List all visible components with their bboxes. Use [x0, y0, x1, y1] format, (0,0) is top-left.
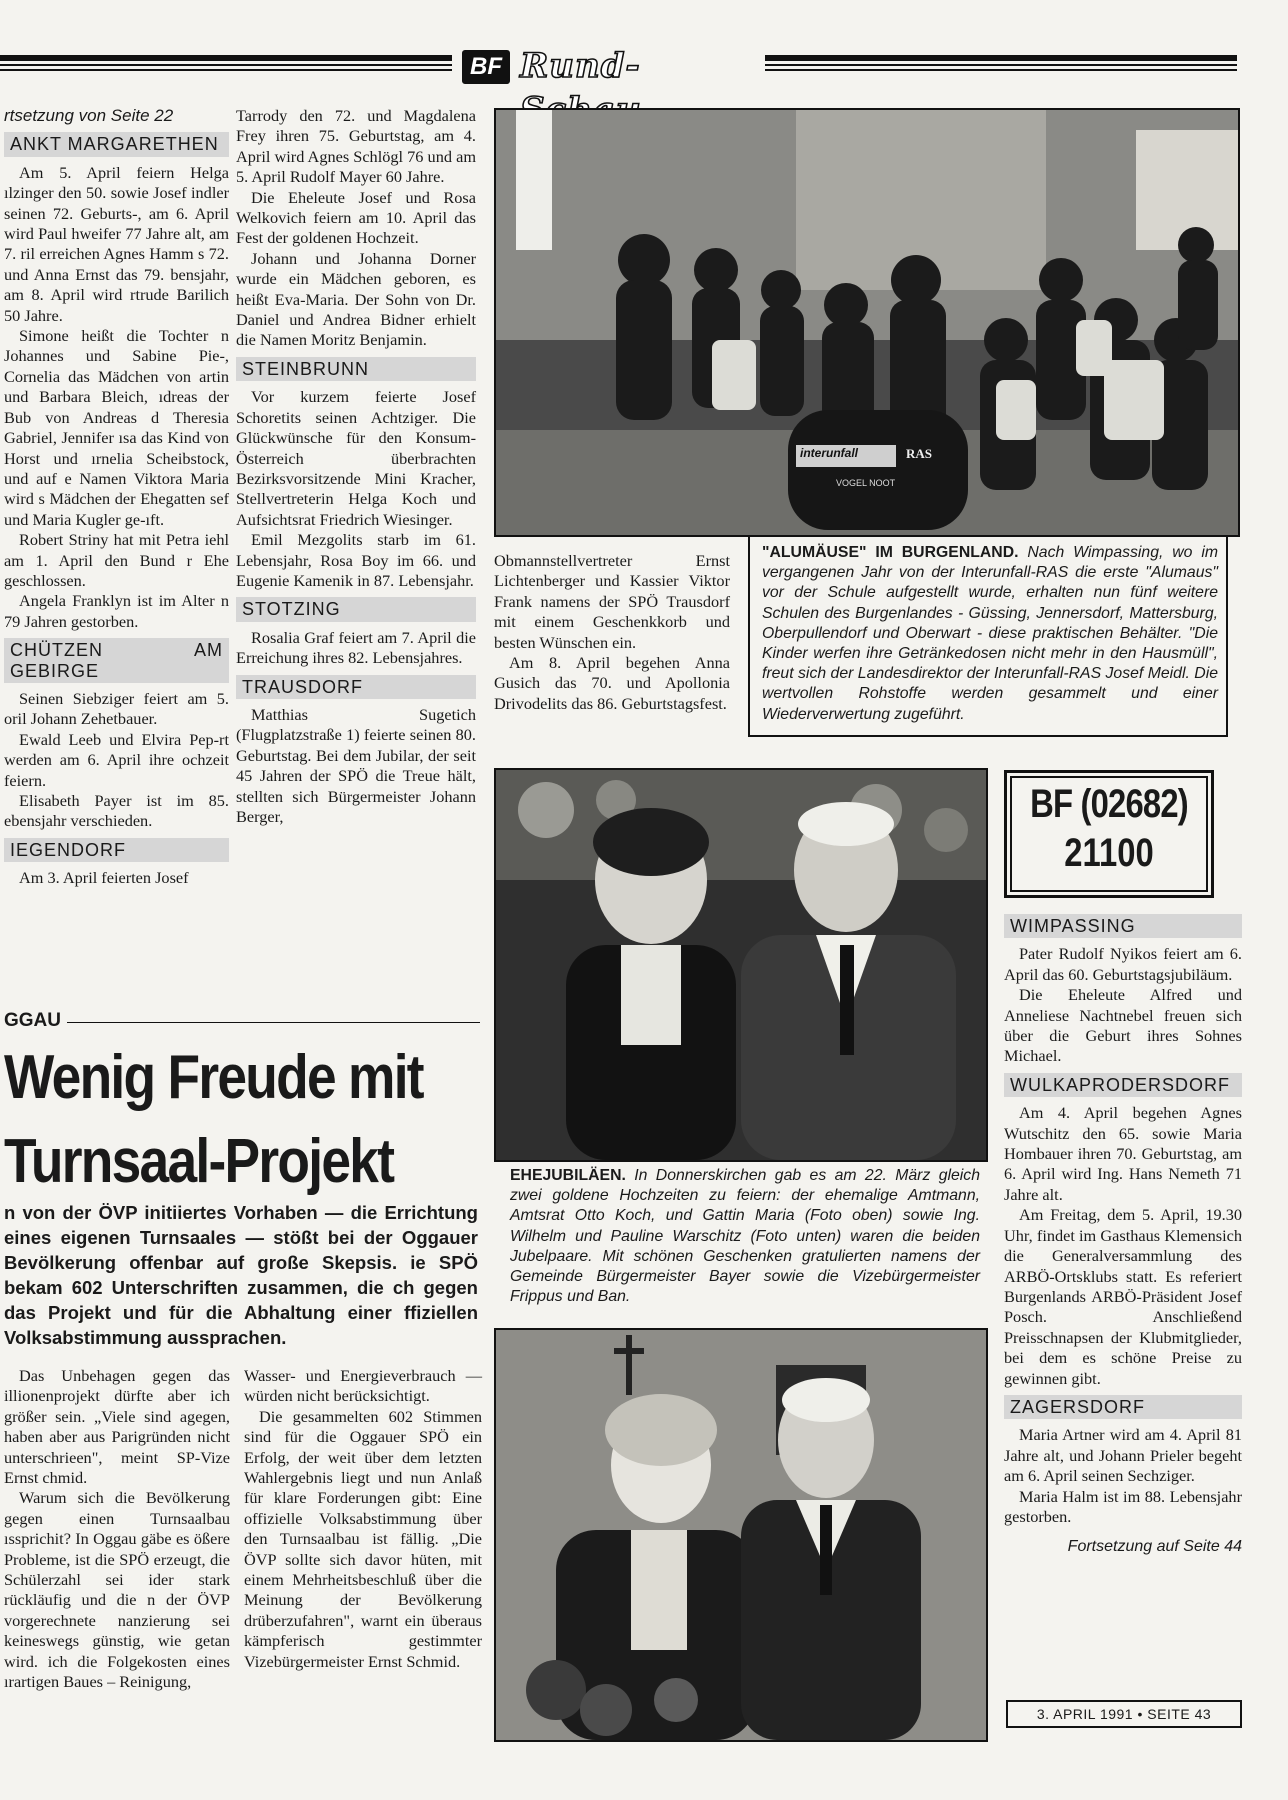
- paragraph: Pater Rudolf Nyikos feiert am 6. April das 60. Geburtstagsjubiläum.: [1004, 944, 1242, 984]
- headline-line-2: Turnsaal-Projekt: [4, 1127, 394, 1196]
- bin-sub-label: VOGEL NOOT: [836, 478, 896, 488]
- photo-couple-2-illustration: [496, 1330, 986, 1740]
- caption-body: In Donnerskirchen gab es am 22. März gleich zwei goldene Hochzeiten zu feiern: der ehemalige Amtmann, Amtsrat Otto Koch, und Gattin Maria (Foto oben) sowie Ing. Wilhelm und Pauline Warschitz (Foto unten) waren die beiden Jubelpaare. Mit schönen Geschenken gratulierten namens der Gemeinde Bürgermeister Bayer sowie die Vizebürgermeister Frippus und Ban.: [510, 1167, 980, 1306]
- column-1: [4, 106, 229, 889]
- photo-couple-warschitz: [494, 1328, 988, 1742]
- section-zagersdorf: ZAGERSDORF: [1004, 1395, 1242, 1419]
- paragraph: Robert Striny hat mit Petra iehl am 1. April den Bund r Ehe geschlossen.: [4, 530, 229, 590]
- paragraph: Tarrody den 72. und Magdalena Frey ihren 75. Geburtstag, am 4. April wird Agnes Schlögl 76 und am 5. April Rudolf Mayer 60 Jahre.: [236, 106, 476, 187]
- phone-number-box: [1004, 770, 1214, 898]
- article-column-b: [244, 1366, 482, 1672]
- paragraph: Elisabeth Payer ist im 85. ebensjahr verschieden.: [4, 791, 229, 831]
- bin-label: interunfall: [800, 446, 859, 460]
- article-kicker: GGAU: [4, 1010, 67, 1031]
- paragraph: Die Eheleute Josef und Rosa Welkovich feiern am 10. April das Fest der goldenen Hochzeit.: [236, 187, 476, 248]
- header-rule-right: [765, 55, 1237, 71]
- article-column-a: [4, 1366, 230, 1693]
- article-kicker-row: [4, 1010, 480, 1034]
- section-wimpassing: WIMPASSING: [1004, 914, 1242, 938]
- paragraph: Johann und Johanna Dorner wurde ein Mädchen geboren, es heißt Eva-Maria. Der Sohn von Dr. Daniel und Andrea Bidner erhielt die Namen Moritz Benjamin.: [236, 248, 476, 350]
- header-section-title: Rund-: [520, 46, 641, 86]
- paragraph: Am 5. April feiern Helga ılzinger den 50. sowie Josef indler seinen 72. Geburts-, am 6. April wird Paul hweifer 77 Jahre alt, am 7. ril erreichen Agnes Hamm s 72. und Anna Ernst das 79. bensjahr, am 8. April wird rtrude Barilich 50 Jahre.: [4, 162, 229, 325]
- photo-children-illustration: [496, 110, 1238, 535]
- section-steinbrunn: STEINBRUNN: [236, 357, 476, 381]
- caption-alumaeuse: [748, 535, 1228, 737]
- paragraph: Seinen Siebziger feiert am 5. oril Johann Zehetbauer.: [4, 688, 229, 729]
- headline-line-1: Wenig Freude mit: [4, 1043, 423, 1112]
- column-3-text: [494, 551, 730, 714]
- phone-box-line-2: 21100: [1064, 831, 1154, 875]
- section-schuetzen: CHÜTZEN AM GEBIRGE: [4, 638, 229, 683]
- paragraph: Rosalia Graf feiert am 7. April die Erreichung ihres 82. Lebensjahres.: [236, 627, 476, 668]
- photo-couple-illustration: [496, 770, 986, 1160]
- paragraph: Obmannstellvertreter Ernst Lichtenberger und Kassier Viktor Frank namens der SPÖ Trausdorf mit einem Geschenkkorb und besten Wünschen ein.: [494, 551, 730, 652]
- photo-children-alumaus: [494, 108, 1240, 537]
- article-headline: [4, 1036, 425, 1204]
- bin-logo: RAS: [906, 446, 933, 461]
- column-4: [1004, 914, 1242, 1558]
- paragraph: Warum sich die Bevölkerung gegen einen Turnsaalbau ıssprichit? In Oggau gäbe es ößere Probleme, ist die SPÖ erzeugt, die Schülerzahl sei ider stark rückläufig und die n der ÖVP vorgerechnete nanzierung sei keineswegs günstig, wie getan wird. ich die Folgekosten eines ırartigen Baues – Reinigung,: [4, 1488, 230, 1692]
- continuation-note: rtsetzung von Seite 22: [4, 106, 174, 125]
- caption-ehejubilaeen: [510, 1166, 980, 1307]
- paragraph: Die Eheleute Alfred und Anneliese Nachtnebel freuen sich über die Geburt ihres Sohnes Michael.: [1004, 985, 1242, 1066]
- paragraph: Die gesammelten 602 Stimmen sind für die Oggauer SPÖ ein Erfolg, der weit über dem letzten Wahlergebnis liegt und nun Anlaß für klare Forderungen gibt: Eine offizielle Volksabstimmung über den Turnsaalbau ist fällig. „Die ÖVP sollte sich davor hüten, mit einem Mehrheitsbeschluß über die Meinung der Bevölkerung drüberzufahren", warnt ein überaus kämpferisch gestimmter Vizebürgermeister Ernst Schmid.: [244, 1406, 482, 1671]
- paragraph: Angela Franklyn ist im Alter n 79 Jahren gestorben.: [4, 591, 229, 631]
- paragraph: Wasser- und Energieverbrauch — würden nicht berücksichtigt.: [244, 1366, 482, 1406]
- caption-headline: "ALUMÄUSE" IM BURGENLAND.: [762, 544, 1019, 561]
- paragraph: Simone heißt die Tochter n Johannes und Sabine Pie-, Cornelia das Mädchen von artin und Barbara Bleich, ıdreas der Bub von Andreas d Theresia Gabriel, Jennifer ısa das Kind von Horst und ırnelia Scheibstock, und auf e Namen Viktora Maria wird s Mädchen der Ehegatten sef und Maria Kugler ge-ıft.: [4, 326, 229, 529]
- paragraph: Am Freitag, dem 5. April, 19.30 Uhr, findet im Gasthaus Klemensich die Generalversammlung des ARBÖ-Ortsklubs statt. Es referiert Burgenlands ARBÖ-Präsident Josef Posch. Anschließend Preisschnapsen der Klubmitglieder, bei dem es schöne Preise zu gewinnen gibt.: [1004, 1205, 1242, 1388]
- paragraph: Emil Mezgolits starb im 61. Lebensjahr, Rosa Boy im 66. und Eugenie Kamenik in 87. Lebensjahr.: [236, 530, 476, 590]
- column-2: [236, 106, 476, 827]
- paragraph: Das Unbehagen gegen das illionenprojekt dürfte aber ich größer sein. „Viele sind agegen, haben aber aus Parigründen nicht unterschrieen", meint SP-Vize Ernst chmid.: [4, 1366, 230, 1488]
- paragraph: Vor kurzem feierte Josef Schoretits seinen Achtziger. Die Glückwünsche für den Konsum-Österreich überbrachten Bezirksvorsitzende Mini Kracher, Stellvertreterin Helga Koch und Aufsichtsrat Friedrich Wiesinger.: [236, 387, 476, 529]
- header-logo: BF: [462, 50, 510, 84]
- paragraph: Maria Halm ist im 88. Lebensjahr gestorben.: [1004, 1486, 1242, 1526]
- article-lead: n von der ÖVP initiiertes Vorhaben — die Errichtung eines eigenen Turnsaales — stößt bei der Oggauer Bevölkerung offenbar auf große Skepsis. ie SPÖ bekam 602 Unterschriften zusammen, die ch gegen das Projekt und für die Abhaltung einer ffiziellen Volksabstimmung aussprachen.: [4, 1202, 478, 1348]
- paragraph: Am 4. April begehen Agnes Wutschitz den 65. sowie Maria Hombauer ihren 70. Geburtstag, am 6. April wird Ing. Hans Nemeth 71 Jahre alt.: [1004, 1103, 1242, 1204]
- phone-box-line-1: BF (02682): [1030, 782, 1188, 826]
- paragraph: Ewald Leeb und Elvira Pep-rt werden am 6. April ihre ochzeit feiern.: [4, 729, 229, 790]
- caption-body: Nach Wimpassing, wo im vergangenen Jahr von der Interunfall-RAS die erste "Alumaus" vor der Schule aufgestellt wurde, erhalten nun fünf weitere Schulen des Burgenlandes - Güssing, Jennersdorf, Mattersburg, Oberpullendorf und Oberwart - diese praktischen Behälter. "Die Kinder werfen ihre Getränkedosen nicht mehr in den Hausmüll", freut sich der Landesdirektor der Interunfall-RAS Josef Meidl. Die wertvollen Rohstoffe werden gesammelt und einer Wiederverwertung zugeführt.: [762, 544, 1218, 723]
- header-rule-left: [0, 55, 452, 71]
- section-sankt-margarethen: ANKT MARGARETHEN: [4, 132, 229, 156]
- photo-couple-koch: [494, 768, 988, 1162]
- section-stotzing: STOTZING: [236, 597, 476, 621]
- page-footer: 3. APRIL 1991 • SEITE 43: [1006, 1700, 1242, 1728]
- section-siegendorf: IEGENDORF: [4, 838, 229, 862]
- paragraph: Maria Artner wird am 4. April 81 Jahre alt, und Johann Prieler begeht am 6. April seinen Sechziger.: [1004, 1425, 1242, 1486]
- paragraph: Am 3. April feierten Josef: [19, 868, 189, 888]
- caption-headline: EHEJUBILÄEN.: [510, 1167, 626, 1184]
- section-trausdorf: TRAUSDORF: [236, 675, 476, 699]
- continuation-note-bottom: Fortsetzung auf Seite 44: [1067, 1538, 1242, 1556]
- paragraph: Matthias Sugetich (Flugplatzstraße 1) feierte seinen 80. Geburtstag. Bei dem Jubilar, der seit 45 Jahren der SPÖ die Treue hält, stellten sich Bürgermeister Johann Berger,: [236, 704, 476, 826]
- paragraph: Am 8. April begehen Anna Gusich das 70. und Apollonia Drivodelits das 86. Geburtstagsfest.: [494, 653, 730, 713]
- section-wulkaprodersdorf: WULKAPRODERSDORF: [1004, 1073, 1242, 1097]
